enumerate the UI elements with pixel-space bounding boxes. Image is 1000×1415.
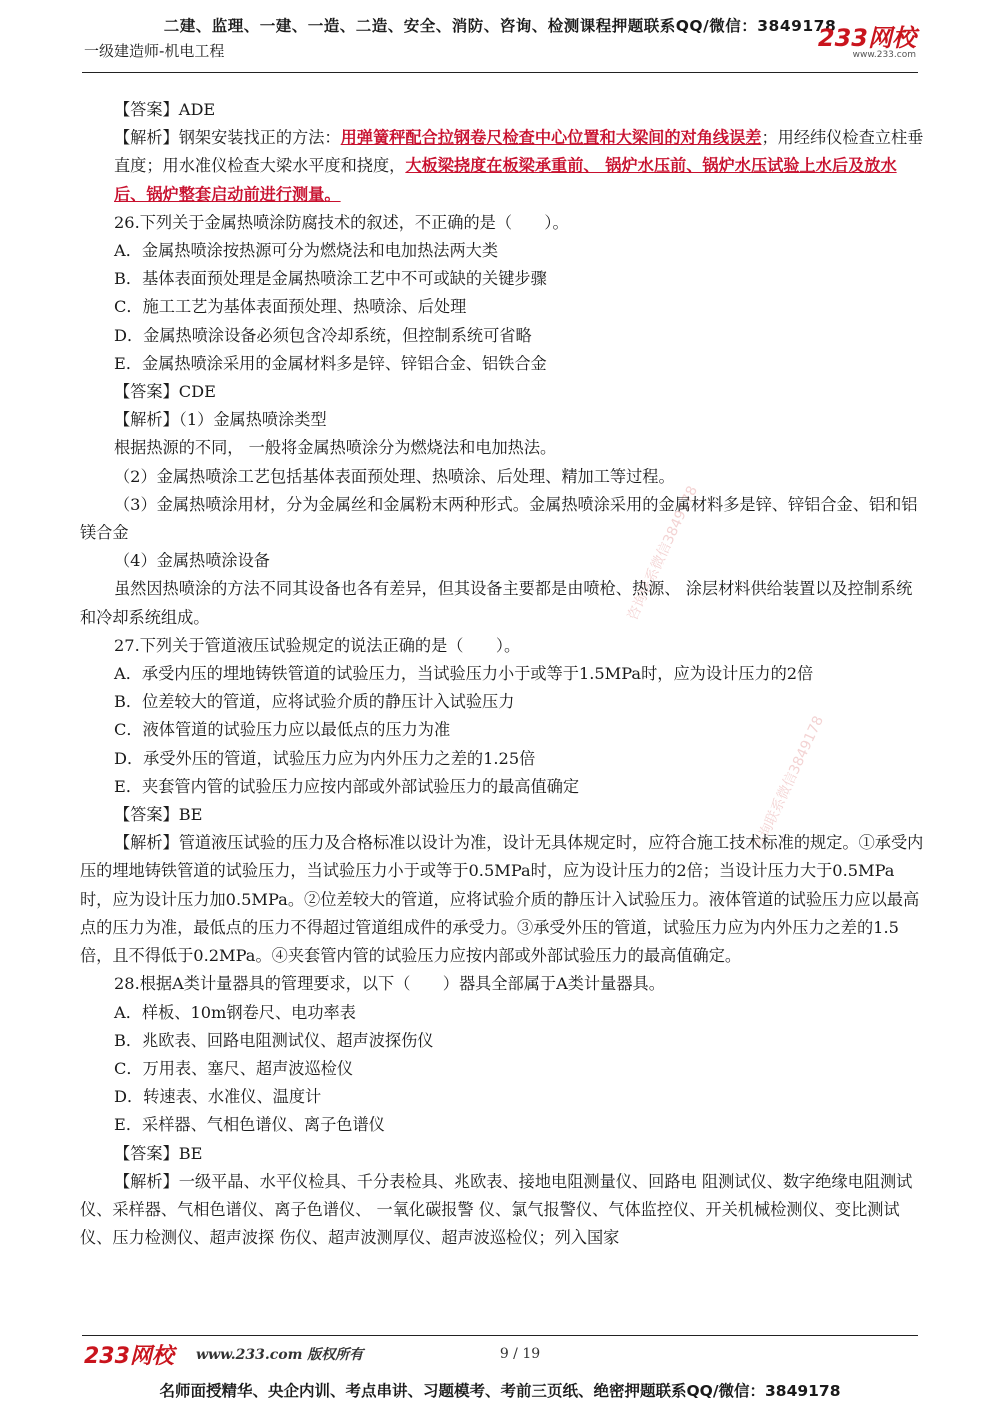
highlight-text: 大板梁挠度在板梁承重前、 锅炉水压前、锅炉水压试验上水后及放水后、锅炉整套启动前进行测量。 — [114, 156, 897, 204]
q27-question: 27.下列关于管道液压试验规定的说法正确的是（ ）。 — [114, 635, 521, 655]
q26-analysis-line: （4）金属热喷涂设备 — [114, 551, 270, 571]
bottom-contact-banner: 名师面授精华、央企内训、考点串讲、习题模考、考前三页纸、绝密押题联系QQ/微信：3849178 — [159, 1382, 841, 1400]
q26-option: D．金属热喷涂设备必须包含冷却系统，但控制系统可省略 — [114, 325, 532, 345]
logo-mark: 233网校 — [817, 24, 916, 52]
q26-analysis: 【解析】（1）金属热喷涂类型 — [114, 410, 327, 430]
logo-url: www.233.com — [852, 50, 916, 60]
q28-question: 28.根据A类计量器具的管理要求，以下（ ）器具全部属于A类计量器具。 — [114, 974, 665, 994]
q26-option: B．基体表面预处理是金属热喷涂工艺中不可或缺的关键步骤 — [114, 269, 547, 289]
q26-analysis-line: 虽然因热喷涂的方法不同其设备也各有差异，但其设备主要都是由喷枪、热源、 涂层材料供给装置以及控制系统和冷却系统组成。 — [80, 579, 913, 627]
q25-analysis: 【解析】钢架安装找正的方法：用弹簧秤配合拉钢卷尺检查中心位置和大梁间的对角线误差；用经纬仪检查立柱垂直度；用水准仪检查大梁水平度和挠度，大板梁挠度在板梁承重前、 锅炉水压前、锅炉水压试验上水后及放水后、锅炉整套启动前进行测量。 — [114, 128, 924, 204]
q28-option: B．兆欧表、回路电阻测试仪、超声波探伤仪 — [114, 1030, 434, 1050]
q26-analysis-line: （3）金属热喷涂用材，分为金属丝和金属粉末两种形式。金属热喷涂采用的金属材料多是锌、锌铝合金、铝和铝镁合金 — [80, 494, 918, 543]
q26-analysis-line: （2）金属热喷涂工艺包括基体表面预处理、热喷涂、后处理、精加工等过程。 — [114, 466, 675, 486]
q26-option: C．施工工艺为基体表面预处理、热喷涂、后处理 — [114, 297, 467, 317]
watermark-2: 咨询联系微信3849178 — [750, 713, 828, 854]
q25-answer: 【答案】ADE — [114, 100, 216, 119]
q27-option: A．承受内压的埋地铸铁管道的试验压力，当试验压力小于或等于1.5MPa时，应为设计压力的2倍 — [114, 664, 814, 684]
highlight-text: 用弹簧秤配合拉钢卷尺检查中心位置和大梁间的对角线误差 — [340, 128, 762, 148]
watermark-1: 咨询联系微信3849178 — [624, 483, 702, 624]
q26-question: 26.下列关于金属热喷涂防腐技术的叙述，不正确的是（ ）。 — [114, 212, 569, 232]
q28-answer: 【答案】BE — [114, 1143, 203, 1163]
footer-copyright: www.233.com 版权所有 — [196, 1347, 364, 1363]
q28-option: E．采样器、气相色谱仪、离子色谱仪 — [114, 1115, 385, 1135]
q27-option: E．夹套管内管的试验压力应按内部或外部试验压力的最高值确定 — [114, 776, 580, 796]
document-body — [80, 96, 925, 1252]
q27-option: B．位差较大的管道，应将试验介质的静压计入试验压力 — [114, 692, 515, 712]
document-subtitle: 一级建造师-机电工程 — [84, 42, 225, 60]
brand-logo — [818, 26, 916, 60]
q26-option: E．金属热喷涂采用的金属材料多是锌、锌铝合金、铝铁合金 — [114, 353, 547, 373]
q26-option: A．金属热喷涂按热源可分为燃烧法和电加热法两大类 — [114, 241, 499, 261]
q28-analysis: 【解析】一级平晶、水平仪检具、千分表检具、兆欧表、接地电阻测量仪、回路电 阻测试仪、数字绝缘电阻测试仪、采样器、气相色谱仪、离子色谱仪、 一氧化碳报警 仪、氯气报警仪、气体监控仪、开关机械检测仪、变比测试仪、压力检测仪、超声波探 伤仪、超声波测厚仪、超声波巡检仪；列入国家 — [80, 1171, 913, 1248]
q27-option: C．液体管道的试验压力应以最低点的压力为准 — [114, 720, 451, 740]
q28-option: A．样板、10m钢卷尺、电功率表 — [114, 1002, 356, 1022]
q28-option: D．转速表、水准仪、温度计 — [114, 1087, 322, 1107]
q27-option: D．承受外压的管道，试验压力应为内外压力之差的1.25倍 — [114, 748, 536, 768]
top-contact-banner: 二建、监理、一建、一造、二造、安全、消防、咨询、检测课程押题联系QQ/微信：3849178 — [163, 17, 837, 35]
page-number: 9 / 19 — [499, 1346, 541, 1362]
q26-analysis-line: 根据热源的不同， 一般将金属热喷涂分为燃烧法和电加热法。 — [114, 438, 557, 458]
footer-logo: 233网校 — [84, 1344, 174, 1369]
q27-answer: 【答案】BE — [114, 805, 203, 825]
q26-answer: 【答案】CDE — [114, 382, 216, 402]
q28-option: C．万用表、塞尺、超声波巡检仪 — [114, 1058, 354, 1078]
q27-analysis: 【解析】管道液压试验的压力及合格标准以设计为准，设计无具体规定时，应符合施工技术标准的规定。①承受内压的埋地铸铁管道的试验压力，当试验压力小于或等于0.5MPa时，应为设计压力的2倍；当设计压力大于0.5MPa时，应为设计压力加0.5MPa。②位差较大的管道，应将试验介质的静压计入试验压力。液体管道的试验压力应以最高点的压力为准，最低点的压力不得超过管道组成件的承受力。③承受外压的管道，试验压力应为内外压力之差的1.5倍，且不得低于0.2MPa。④夹套管内管的试验压力应按内部或外部试验压力的最高值确定。 — [80, 833, 924, 966]
footer-divider — [82, 1335, 918, 1336]
header-divider — [82, 72, 918, 73]
